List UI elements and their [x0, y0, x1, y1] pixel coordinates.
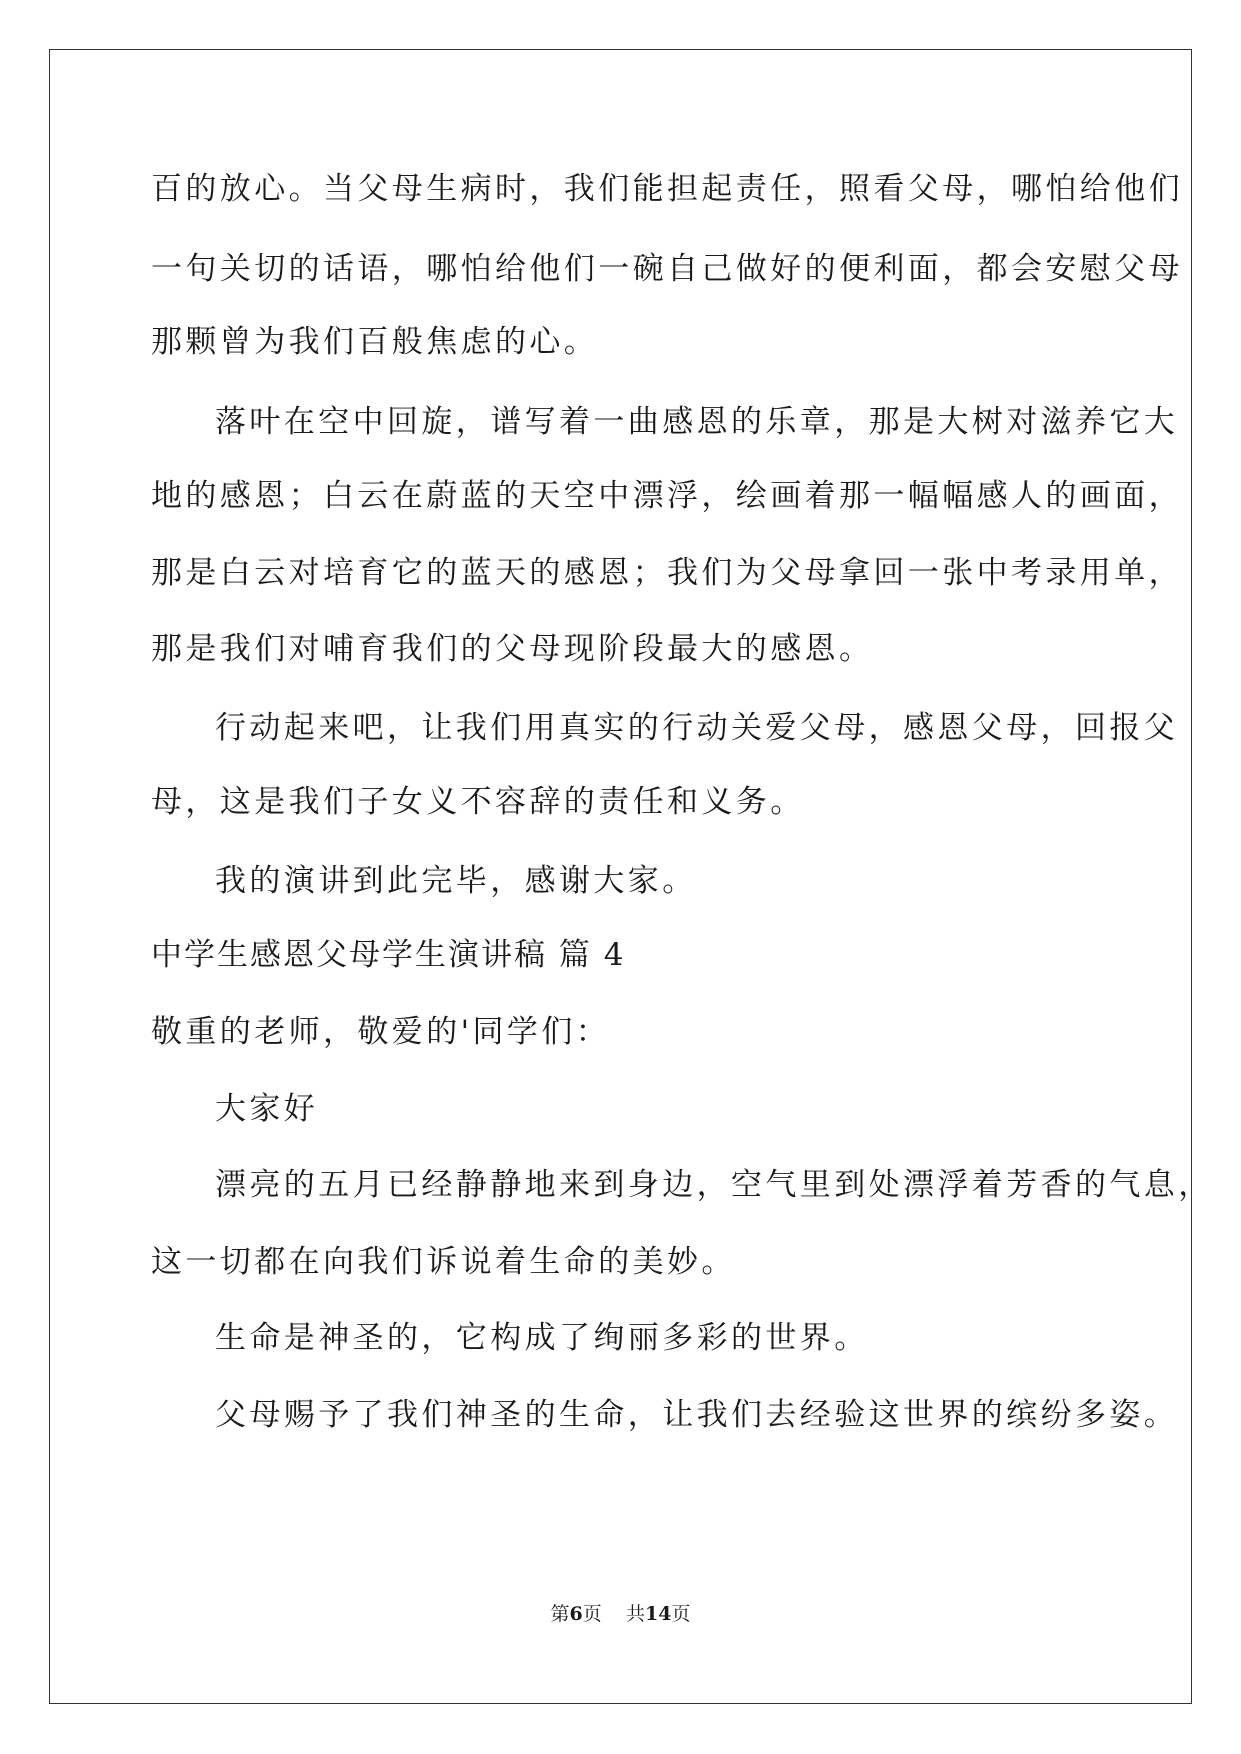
- total-suffix: 页: [671, 1603, 691, 1625]
- body-line-16: 生命是神圣的，它构成了绚丽多彩的世界。: [215, 1320, 869, 1356]
- page-suffix: 页: [582, 1603, 602, 1625]
- page-footer: [0, 1601, 1241, 1627]
- body-line-9: 母，这是我们子女义不容辞的责任和义务。: [151, 784, 805, 820]
- body-line-8: 行动起来吧，让我们用真实的行动关爱父母，感恩父母，回报父: [215, 710, 1179, 746]
- page-number: 6: [569, 1603, 583, 1625]
- section-heading: 中学生感恩父母学生演讲稿 篇 4: [151, 937, 626, 973]
- body-line-1: 百的放心。当父母生病时，我们能担起责任，照看父母，哪怕给他们: [151, 171, 1183, 207]
- salutation: 敬重的老师，敬爱的'同学们：: [151, 1014, 611, 1050]
- body-line-10: 我的演讲到此完毕，感谢大家。: [215, 863, 697, 899]
- body-line-15: 这一切都在向我们诉说着生命的美妙。: [151, 1244, 736, 1280]
- page-prefix: 第: [550, 1603, 570, 1625]
- body-line-3: 那颗曾为我们百般焦虑的心。: [151, 324, 599, 360]
- body-line-7: 那是我们对哺育我们的父母现阶段最大的感恩。: [151, 631, 874, 667]
- body-line-4: 落叶在空中回旋，谱写着一曲感恩的乐章，那是大树对滋养它大: [215, 404, 1179, 440]
- body-line-2: 一句关切的话语，哪怕给他们一碗自己做好的便利面，都会安慰父母: [151, 251, 1183, 287]
- greeting: 大家好: [215, 1091, 319, 1127]
- body-line-5: 地的感恩；白云在蔚蓝的天空中漂浮，绘画着那一幅幅感人的画面，: [151, 478, 1183, 514]
- body-line-14: 漂亮的五月已经静静地来到身边，空气里到处漂浮着芳香的气息，: [215, 1167, 1213, 1203]
- body-line-6: 那是白云对培育它的蓝天的感恩；我们为父母拿回一张中考录用单，: [151, 555, 1183, 591]
- body-line-17: 父母赐予了我们神圣的生命，让我们去经验这世界的缤纷多姿。: [215, 1397, 1179, 1433]
- total-prefix: 共: [625, 1603, 645, 1625]
- total-pages: 14: [644, 1603, 672, 1625]
